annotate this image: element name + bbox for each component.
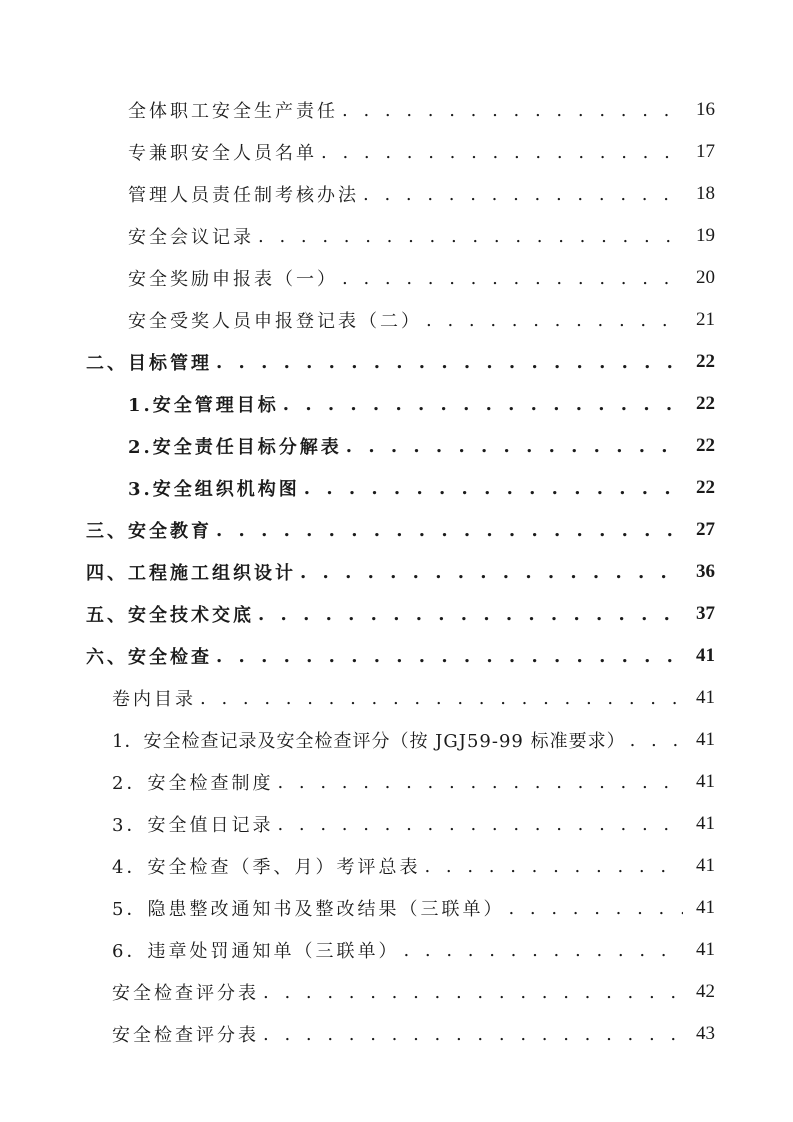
toc-entry-title: 1．安全检查记录及安全检查评分（按 JGJ59-99 标准要求） bbox=[112, 731, 626, 752]
toc-entry-title: 安全检查评分表 bbox=[112, 1025, 259, 1046]
toc-dot-leader bbox=[277, 772, 683, 793]
toc-dot-leader bbox=[258, 604, 683, 625]
toc-dot-leader bbox=[216, 646, 683, 667]
toc-entry-page: 41 bbox=[696, 855, 715, 876]
toc-entry[interactable] bbox=[112, 761, 715, 803]
toc-dot-leader bbox=[426, 310, 683, 331]
toc-dot-leader bbox=[304, 478, 683, 499]
toc-entry-title: 3．安全值日记录 bbox=[112, 815, 274, 836]
toc-entry-title: 安全受奖人员申报登记表（二） bbox=[128, 311, 422, 332]
toc-entry[interactable] bbox=[112, 1013, 715, 1055]
toc-entry-page: 21 bbox=[696, 309, 715, 330]
toc-entry[interactable] bbox=[112, 803, 715, 845]
toc-dot-leader bbox=[216, 520, 683, 541]
toc-entry-title: 2.安全责任目标分解表 bbox=[128, 437, 342, 458]
toc-entry[interactable] bbox=[112, 845, 715, 887]
toc-dot-leader bbox=[216, 352, 683, 373]
toc-entry-title: 五、安全技术交底 bbox=[86, 605, 254, 626]
toc-dot-leader bbox=[508, 898, 683, 919]
toc-entry[interactable] bbox=[112, 971, 715, 1013]
toc-entry[interactable] bbox=[112, 677, 715, 719]
toc-entry[interactable] bbox=[128, 383, 715, 425]
toc-entry-page: 16 bbox=[696, 99, 715, 120]
toc-entry-page: 36 bbox=[696, 561, 715, 582]
toc-dot-leader bbox=[258, 226, 683, 247]
toc-entry-title: 安全检查评分表 bbox=[112, 983, 259, 1004]
toc-entry[interactable] bbox=[128, 467, 715, 509]
toc-section[interactable] bbox=[86, 341, 715, 383]
toc-entry-title: 全体职工安全生产责任 bbox=[128, 101, 338, 122]
toc-entry-page: 37 bbox=[696, 603, 715, 624]
toc-entry[interactable] bbox=[128, 89, 715, 131]
toc-dot-leader bbox=[263, 982, 683, 1003]
toc-entry-page: 41 bbox=[696, 813, 715, 834]
toc-dot-leader bbox=[283, 394, 683, 415]
toc-entry-page: 43 bbox=[696, 1023, 715, 1044]
toc-entry-page: 27 bbox=[696, 519, 715, 540]
toc-dot-leader bbox=[342, 268, 683, 289]
toc-dot-leader bbox=[342, 100, 683, 121]
toc-entry[interactable] bbox=[128, 131, 715, 173]
toc-entry-page: 41 bbox=[696, 939, 715, 960]
toc-entry-page: 18 bbox=[696, 183, 715, 204]
toc-dot-leader bbox=[403, 940, 683, 961]
toc-entry-title: 六、安全检查 bbox=[86, 647, 212, 668]
toc-entry-title: 卷内目录 bbox=[112, 689, 196, 710]
toc-entry-title: 四、工程施工组织设计 bbox=[86, 563, 296, 584]
toc-entry[interactable] bbox=[112, 929, 715, 971]
toc-dot-leader bbox=[263, 1024, 683, 1045]
toc-dot-leader bbox=[346, 436, 683, 457]
toc-entry-page: 20 bbox=[696, 267, 715, 288]
toc-entry[interactable] bbox=[128, 173, 715, 215]
toc-section[interactable] bbox=[86, 509, 715, 551]
toc-dot-leader bbox=[630, 730, 683, 751]
toc-entry-page: 41 bbox=[696, 687, 715, 708]
toc-entry[interactable] bbox=[128, 425, 715, 467]
toc-entry-page: 22 bbox=[696, 393, 715, 414]
toc-entry-page: 42 bbox=[696, 981, 715, 1002]
toc-entry-page: 22 bbox=[696, 477, 715, 498]
toc-dot-leader bbox=[424, 856, 683, 877]
toc-entry-page: 22 bbox=[696, 435, 715, 456]
toc-entry-title: 1.安全管理目标 bbox=[128, 395, 279, 416]
toc-entry-title: 2．安全检查制度 bbox=[112, 773, 274, 794]
toc-entry-page: 41 bbox=[696, 897, 715, 918]
toc-entry-title: 安全会议记录 bbox=[128, 227, 254, 248]
toc-entry[interactable] bbox=[128, 215, 715, 257]
toc-entry-title: 5．隐患整改通知书及整改结果（三联单） bbox=[112, 899, 505, 920]
toc-dot-leader bbox=[300, 562, 683, 583]
toc-section[interactable] bbox=[86, 593, 715, 635]
toc-dot-leader bbox=[363, 184, 683, 205]
toc-entry-title: 三、安全教育 bbox=[86, 521, 212, 542]
toc-entry[interactable] bbox=[128, 257, 715, 299]
toc-dot-leader bbox=[277, 814, 683, 835]
toc-entry-title: 6．违章处罚通知单（三联单） bbox=[112, 941, 400, 962]
toc-dot-leader bbox=[321, 142, 683, 163]
toc-entry-page: 41 bbox=[696, 771, 715, 792]
toc-dot-leader bbox=[200, 688, 683, 709]
toc-entry-title: 3.安全组织机构图 bbox=[128, 479, 300, 500]
toc-section[interactable] bbox=[86, 551, 715, 593]
toc-entry-title: 管理人员责任制考核办法 bbox=[128, 185, 359, 206]
toc-entry-title: 4．安全检查（季、月）考评总表 bbox=[112, 857, 421, 878]
toc-entry-page: 17 bbox=[696, 141, 715, 162]
toc-entry-title: 二、目标管理 bbox=[86, 353, 212, 374]
toc-entry-page: 41 bbox=[696, 729, 715, 750]
toc-entry-page: 22 bbox=[696, 351, 715, 372]
toc-entry-page: 41 bbox=[696, 645, 715, 666]
toc-entry-title: 安全奖励申报表（一） bbox=[128, 269, 338, 290]
toc-entry[interactable] bbox=[128, 299, 715, 341]
toc-entry-title: 专兼职安全人员名单 bbox=[128, 143, 317, 164]
toc-entry[interactable] bbox=[112, 719, 715, 761]
toc-section[interactable] bbox=[86, 635, 715, 677]
toc-entry[interactable] bbox=[112, 887, 715, 929]
toc-entry-page: 19 bbox=[696, 225, 715, 246]
